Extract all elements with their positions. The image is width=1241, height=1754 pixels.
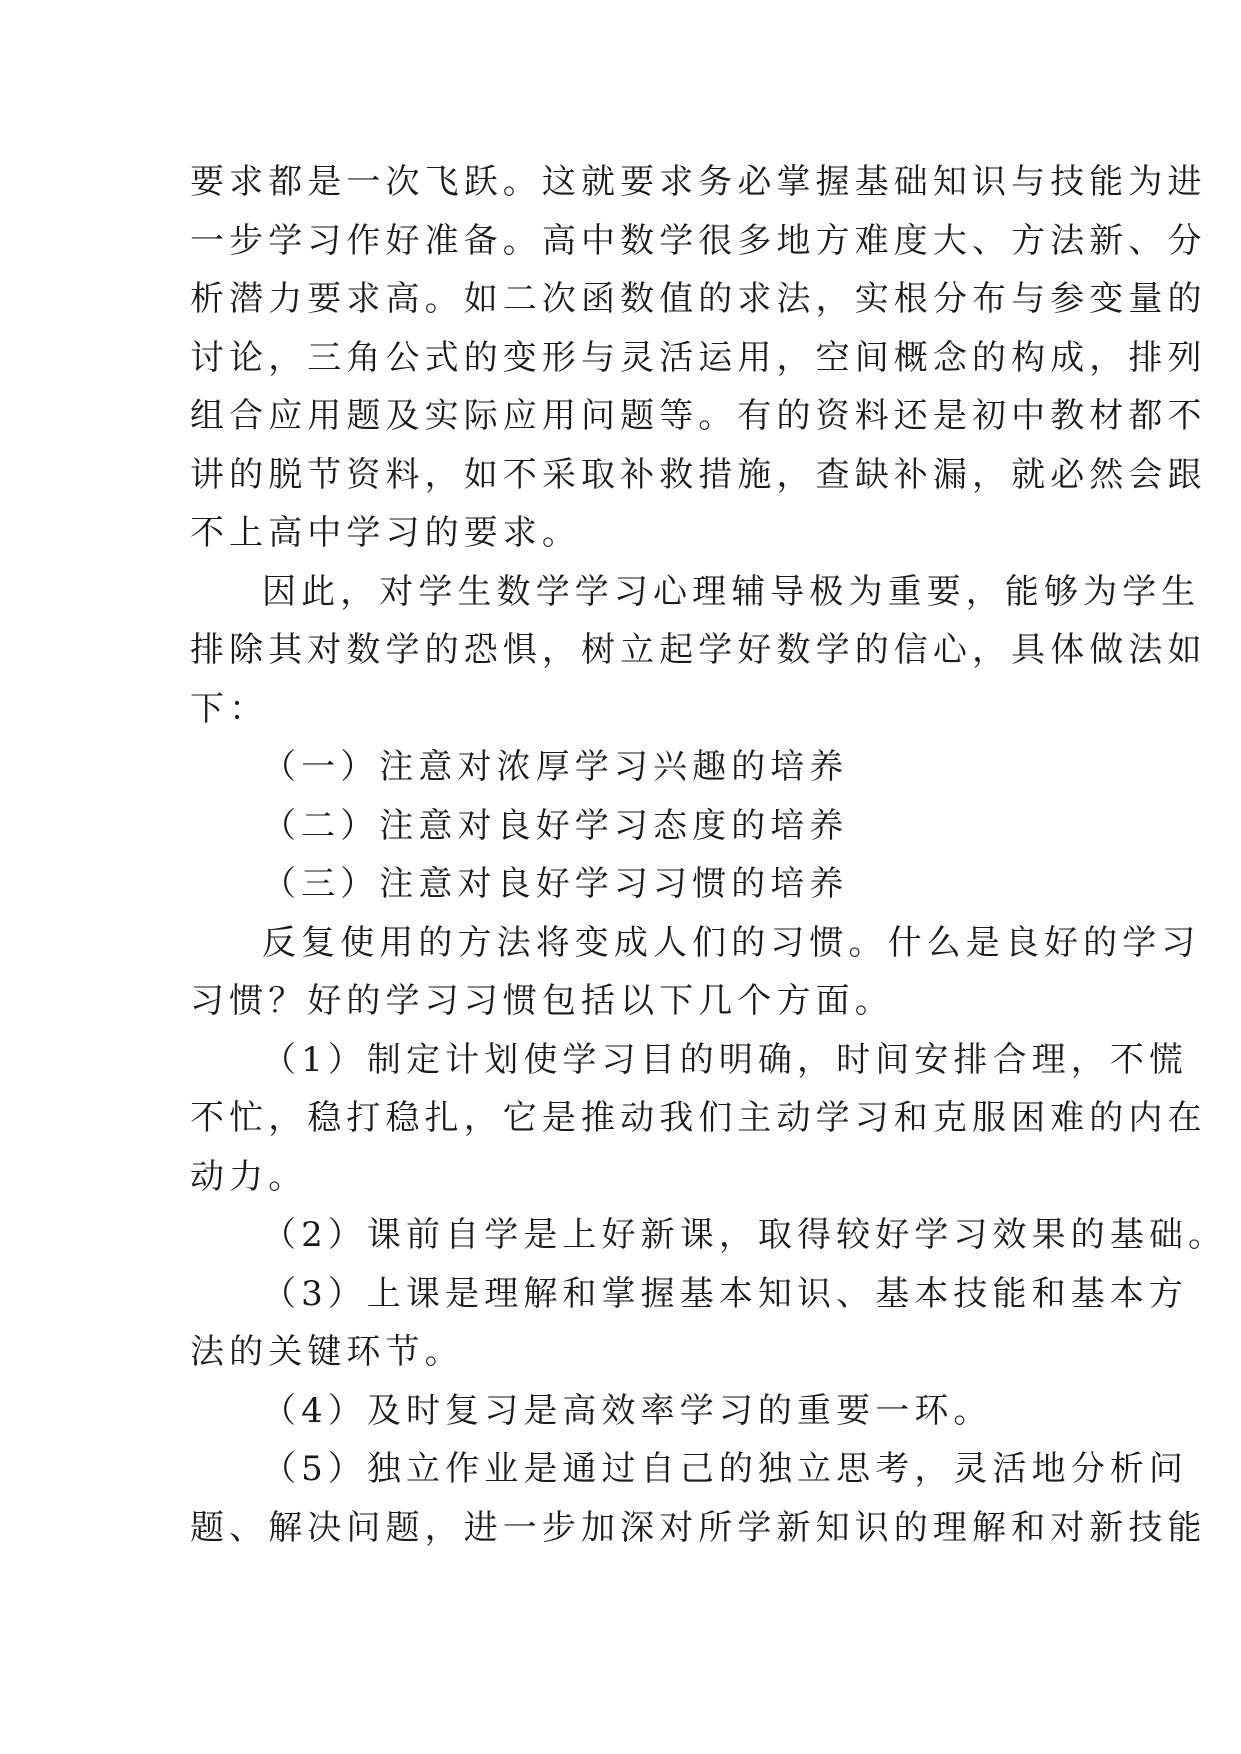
section-heading-2: （二）注意对良好学习态度的培养 — [262, 805, 849, 846]
text-line: 讨论，三角公式的变形与灵活运用，空间概念的构成，排列 — [190, 337, 1207, 378]
list-item-3: （3）上课是理解和掌握基本知识、基本技能和基本方 — [262, 1273, 1189, 1314]
paragraph-start-line: 反复使用的方法将变成人们的习惯。什么是良好的学习 — [262, 922, 1201, 963]
text-line: 要求都是一次飞跃。这就要求务必掌握基础知识与技能为进 — [190, 162, 1207, 202]
text-line: 组合应用题及实际应用问题等。有的资料还是初中教材都不 — [190, 396, 1207, 436]
text-line: 排除其对数学的恐惧，树立起学好数学的信心，具体做法如 — [190, 630, 1207, 670]
text-line: 题、解决问题，进一步加深对所学新知识的理解和对新技能 — [190, 1507, 1207, 1548]
text-line: 不忙，稳打稳扎，它是推动我们主动学习和克服困难的内在 — [190, 1098, 1207, 1138]
list-item-2: （2）课前自学是上好新课，取得较好学习效果的基础。 — [262, 1215, 1228, 1255]
section-heading-3: （三）注意对良好学习习惯的培养 — [262, 864, 849, 904]
text-line: 不上高中学习的要求。 — [190, 513, 581, 553]
text-line: 法的关键环节。 — [190, 1332, 464, 1372]
section-heading-1: （一）注意对浓厚学习兴趣的培养 — [262, 747, 849, 787]
text-line: 习惯？好的学习习惯包括以下几个方面。 — [190, 981, 894, 1021]
text-line: 一步学习作好准备。高中数学很多地方难度大、方法新、分 — [190, 220, 1207, 261]
text-line: 讲的脱节资料，如不采取补救措施，查缺补漏，就必然会跟 — [190, 454, 1207, 495]
body-text — [190, 153, 1228, 1557]
list-item-1: （1）制定计划使学习目的明确，时间安排合理，不慌 — [262, 1039, 1189, 1080]
paragraph-start-line: 因此，对学生数学学习心理辅导极为重要，能够为学生 — [262, 571, 1201, 612]
text-line: 下： — [190, 688, 269, 729]
text-line: 析潜力要求高。如二次函数值的求法，实根分布与参变量的 — [190, 279, 1207, 319]
list-item-4: （4）及时复习是高效率学习的重要一环。 — [262, 1390, 993, 1431]
list-item-5: （5）独立作业是通过自己的独立思考，灵活地分析问 — [262, 1449, 1189, 1489]
text-line: 动力。 — [190, 1156, 308, 1197]
